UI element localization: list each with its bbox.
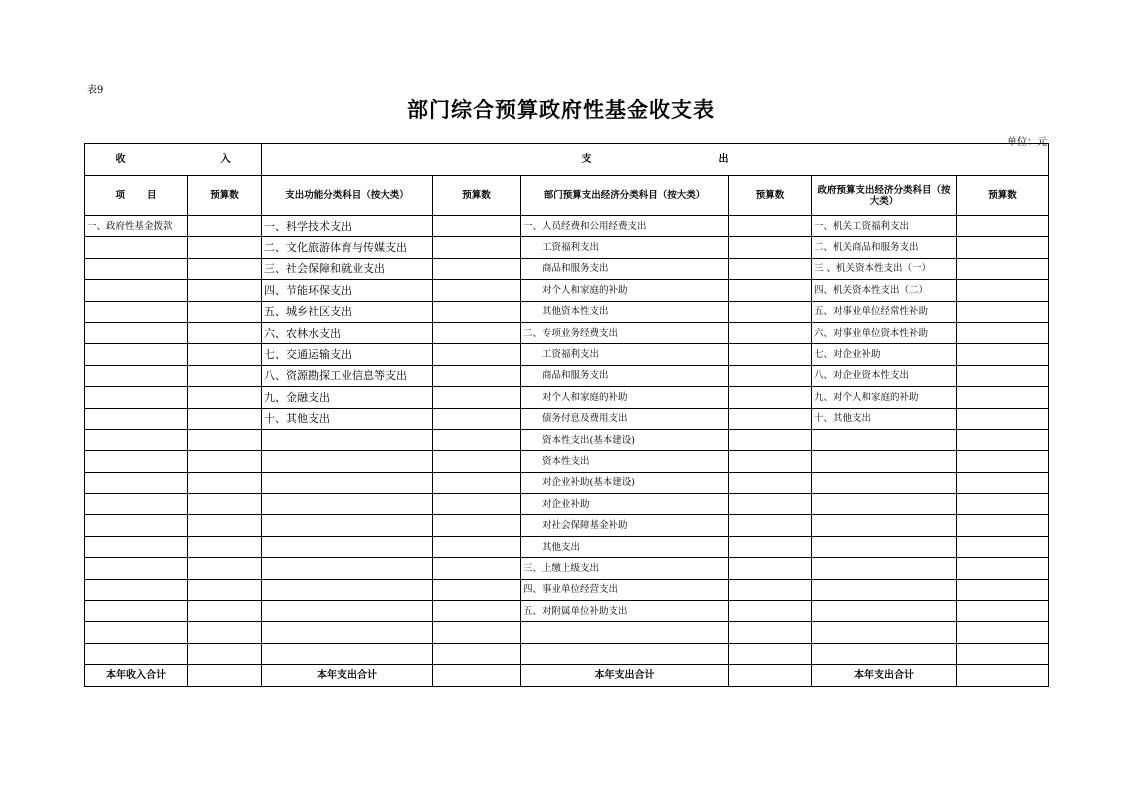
dept-budget (729, 643, 812, 664)
func-budget (433, 344, 521, 365)
table-row (85, 429, 1049, 450)
gov-total-budget (957, 665, 1049, 686)
dept-budget (729, 536, 812, 557)
income-item (85, 258, 188, 279)
gov-budget (957, 472, 1049, 493)
func-budget (433, 451, 521, 472)
gov-budget (957, 408, 1049, 429)
dept-budget (729, 579, 812, 600)
dept-budget (729, 301, 812, 322)
gov-budget (957, 558, 1049, 579)
income-item (85, 237, 188, 258)
income-budget (188, 622, 262, 643)
income-budget (188, 536, 262, 557)
func-budget (433, 387, 521, 408)
gov-budget (957, 237, 1049, 258)
func-budget-header: 预算数 (433, 176, 521, 216)
income-item (85, 365, 188, 386)
income-budget (188, 643, 262, 664)
func-item: 二、文化旅游体育与传媒支出 (262, 237, 433, 258)
gov-econ-item (812, 579, 957, 600)
dept-econ-item: 二、专项业务经费支出 (521, 322, 729, 343)
func-budget (433, 408, 521, 429)
table-row (85, 280, 1049, 301)
table-row (85, 408, 1049, 429)
gov-econ-item: 十、其他支出 (812, 408, 957, 429)
gov-econ-item (812, 472, 957, 493)
expense-header (262, 144, 1049, 176)
table-row (85, 536, 1049, 557)
table-row (85, 322, 1049, 343)
income-item (85, 494, 188, 515)
header-row-2 (85, 176, 1049, 216)
income-budget (188, 280, 262, 301)
gov-econ-item: 二、机关商品和服务支出 (812, 237, 957, 258)
func-total: 本年支出合计 (262, 665, 433, 686)
func-item (262, 429, 433, 450)
dept-total: 本年支出合计 (521, 665, 729, 686)
dept-econ-item: 对企业补助(基本建设) (521, 472, 729, 493)
func-budget (433, 429, 521, 450)
dept-econ-item (521, 643, 729, 664)
func-budget (433, 237, 521, 258)
gov-econ-item: 五、对事业单位经常性补助 (812, 301, 957, 322)
gov-econ-header: 政府预算支出经济分类科目（按大类） (812, 176, 957, 216)
gov-budget (957, 365, 1049, 386)
gov-budget (957, 258, 1049, 279)
income-header-right: 入 (220, 154, 231, 165)
dept-budget (729, 237, 812, 258)
func-item (262, 643, 433, 664)
dept-econ-item: 对企业补助 (521, 494, 729, 515)
func-item (262, 536, 433, 557)
table-row (85, 451, 1049, 472)
table-row (85, 515, 1049, 536)
gov-budget (957, 322, 1049, 343)
dept-econ-item: 商品和服务支出 (521, 258, 729, 279)
income-budget (188, 301, 262, 322)
income-item (85, 472, 188, 493)
dept-budget (729, 429, 812, 450)
func-budget (433, 536, 521, 557)
func-budget (433, 301, 521, 322)
func-item (262, 494, 433, 515)
income-budget (188, 387, 262, 408)
table-row (85, 387, 1049, 408)
gov-budget (957, 643, 1049, 664)
dept-econ-item (521, 622, 729, 643)
func-budget (433, 216, 521, 237)
func-item: 七、交通运输支出 (262, 344, 433, 365)
gov-budget (957, 622, 1049, 643)
income-item (85, 280, 188, 301)
gov-budget (957, 601, 1049, 622)
gov-budget (957, 280, 1049, 301)
total-row (85, 665, 1049, 686)
func-item (262, 579, 433, 600)
income-header (85, 144, 262, 176)
func-budget (433, 601, 521, 622)
dept-econ-item: 其他资本性支出 (521, 301, 729, 322)
dept-econ-item: 商品和服务支出 (521, 365, 729, 386)
income-budget (188, 429, 262, 450)
dept-econ-item: 五、对附属单位补助支出 (521, 601, 729, 622)
func-budget (433, 472, 521, 493)
income-budget (188, 579, 262, 600)
gov-econ-item (812, 622, 957, 643)
table-row (85, 301, 1049, 322)
income-item (85, 408, 188, 429)
func-budget (433, 558, 521, 579)
table-number: 表9 (87, 85, 104, 96)
dept-budget (729, 344, 812, 365)
dept-budget (729, 451, 812, 472)
gov-budget (957, 515, 1049, 536)
dept-econ-item: 债务付息及费用支出 (521, 408, 729, 429)
dept-econ-item: 其他支出 (521, 536, 729, 557)
func-item: 八、资源勘探工业信息等支出 (262, 365, 433, 386)
income-item (85, 558, 188, 579)
func-item: 三、社会保障和就业支出 (262, 258, 433, 279)
dept-budget (729, 258, 812, 279)
table-row (85, 622, 1049, 643)
income-budget (188, 322, 262, 343)
gov-econ-item (812, 494, 957, 515)
dept-budget (729, 322, 812, 343)
gov-econ-item: 八、对企业资本性支出 (812, 365, 957, 386)
dept-budget (729, 472, 812, 493)
gov-econ-item (812, 451, 957, 472)
func-budget (433, 515, 521, 536)
dept-budget (729, 515, 812, 536)
gov-econ-item: 四、机关资本性支出（二） (812, 280, 957, 301)
dept-budget-header: 预算数 (729, 176, 812, 216)
income-budget (188, 258, 262, 279)
income-item (85, 536, 188, 557)
gov-budget (957, 451, 1049, 472)
dept-budget (729, 558, 812, 579)
func-item (262, 451, 433, 472)
func-budget (433, 622, 521, 643)
income-budget (188, 601, 262, 622)
table-row (85, 579, 1049, 600)
income-item: 一、政府性基金拨款 (85, 216, 188, 237)
func-item (262, 622, 433, 643)
income-budget (188, 216, 262, 237)
func-total-budget (433, 665, 521, 686)
income-budget (188, 365, 262, 386)
func-item: 六、农林水支出 (262, 322, 433, 343)
dept-budget (729, 408, 812, 429)
page-title: 部门综合预算政府性基金收支表 (407, 97, 715, 122)
dept-econ-header: 部门预算支出经济分类科目（按大类） (521, 176, 729, 216)
func-item: 十、其他支出 (262, 408, 433, 429)
gov-econ-item: 九、对个人和家庭的补助 (812, 387, 957, 408)
table-row (85, 237, 1049, 258)
table-row (85, 365, 1049, 386)
income-header-left: 收 (115, 154, 126, 165)
item-header: 项 目 (85, 176, 188, 216)
gov-total: 本年支出合计 (812, 665, 957, 686)
dept-budget (729, 494, 812, 515)
income-total-budget (188, 665, 262, 686)
table-row (85, 643, 1049, 664)
func-class-header: 支出功能分类科目（按大类） (262, 176, 433, 216)
income-budget (188, 558, 262, 579)
func-item (262, 601, 433, 622)
gov-econ-item (812, 515, 957, 536)
dept-econ-item: 工资福利支出 (521, 237, 729, 258)
dept-econ-item: 对社会保障基金补助 (521, 515, 729, 536)
income-budget (188, 451, 262, 472)
income-item (85, 429, 188, 450)
income-item (85, 451, 188, 472)
dept-budget (729, 387, 812, 408)
income-item (85, 322, 188, 343)
expense-header-left: 支 (581, 154, 592, 165)
func-budget (433, 258, 521, 279)
gov-econ-item (812, 429, 957, 450)
table-row (85, 258, 1049, 279)
func-budget (433, 365, 521, 386)
dept-econ-item: 四、事业单位经营支出 (521, 579, 729, 600)
gov-econ-item (812, 536, 957, 557)
gov-budget (957, 216, 1049, 237)
income-item (85, 301, 188, 322)
income-item (85, 579, 188, 600)
dept-budget (729, 365, 812, 386)
func-item: 九、金融支出 (262, 387, 433, 408)
income-budget (188, 344, 262, 365)
income-item (85, 601, 188, 622)
func-item (262, 558, 433, 579)
gov-budget-header: 预算数 (957, 176, 1049, 216)
func-budget (433, 579, 521, 600)
unit-label: 单位：元 (1007, 137, 1047, 148)
table-row (85, 344, 1049, 365)
income-item (85, 515, 188, 536)
income-budget-header: 预算数 (188, 176, 262, 216)
dept-budget (729, 280, 812, 301)
func-budget (433, 280, 521, 301)
gov-budget (957, 494, 1049, 515)
func-item: 四、节能环保支出 (262, 280, 433, 301)
gov-econ-item (812, 558, 957, 579)
gov-budget (957, 429, 1049, 450)
dept-econ-item: 工资福利支出 (521, 344, 729, 365)
func-budget (433, 494, 521, 515)
table-row (85, 558, 1049, 579)
gov-econ-item: 七、对企业补助 (812, 344, 957, 365)
dept-econ-item: 资本性支出 (521, 451, 729, 472)
gov-econ-item (812, 643, 957, 664)
income-budget (188, 408, 262, 429)
expense-header-right: 出 (718, 154, 729, 165)
dept-budget (729, 216, 812, 237)
gov-budget (957, 536, 1049, 557)
income-budget (188, 472, 262, 493)
income-item (85, 387, 188, 408)
table-row (85, 601, 1049, 622)
income-budget (188, 494, 262, 515)
gov-econ-item (812, 601, 957, 622)
table-row (85, 494, 1049, 515)
func-item: 一、科学技术支出 (262, 216, 433, 237)
header-row-1 (85, 144, 1049, 176)
gov-econ-item: 三 、机关资本性支出（一） (812, 258, 957, 279)
income-budget (188, 515, 262, 536)
gov-budget (957, 579, 1049, 600)
dept-econ-item: 对个人和家庭的补助 (521, 280, 729, 301)
dept-budget (729, 622, 812, 643)
dept-econ-item: 资本性支出(基本建设) (521, 429, 729, 450)
income-item (85, 643, 188, 664)
func-item (262, 515, 433, 536)
gov-budget (957, 301, 1049, 322)
dept-total-budget (729, 665, 812, 686)
func-item: 五、城乡社区支出 (262, 301, 433, 322)
budget-table (84, 143, 1049, 687)
dept-econ-item: 三、上缴上级支出 (521, 558, 729, 579)
income-item (85, 622, 188, 643)
dept-budget (729, 601, 812, 622)
func-budget (433, 322, 521, 343)
func-budget (433, 643, 521, 664)
dept-econ-item: 一、人员经费和公用经费支出 (521, 216, 729, 237)
table-row (85, 472, 1049, 493)
gov-budget (957, 387, 1049, 408)
func-item (262, 472, 433, 493)
income-item (85, 344, 188, 365)
gov-econ-item: 一、机关工资福利支出 (812, 216, 957, 237)
income-budget (188, 237, 262, 258)
table-row (85, 216, 1049, 237)
gov-econ-item: 六、对事业单位资本性补助 (812, 322, 957, 343)
gov-budget (957, 344, 1049, 365)
income-total: 本年收入合计 (85, 665, 188, 686)
dept-econ-item: 对个人和家庭的补助 (521, 387, 729, 408)
